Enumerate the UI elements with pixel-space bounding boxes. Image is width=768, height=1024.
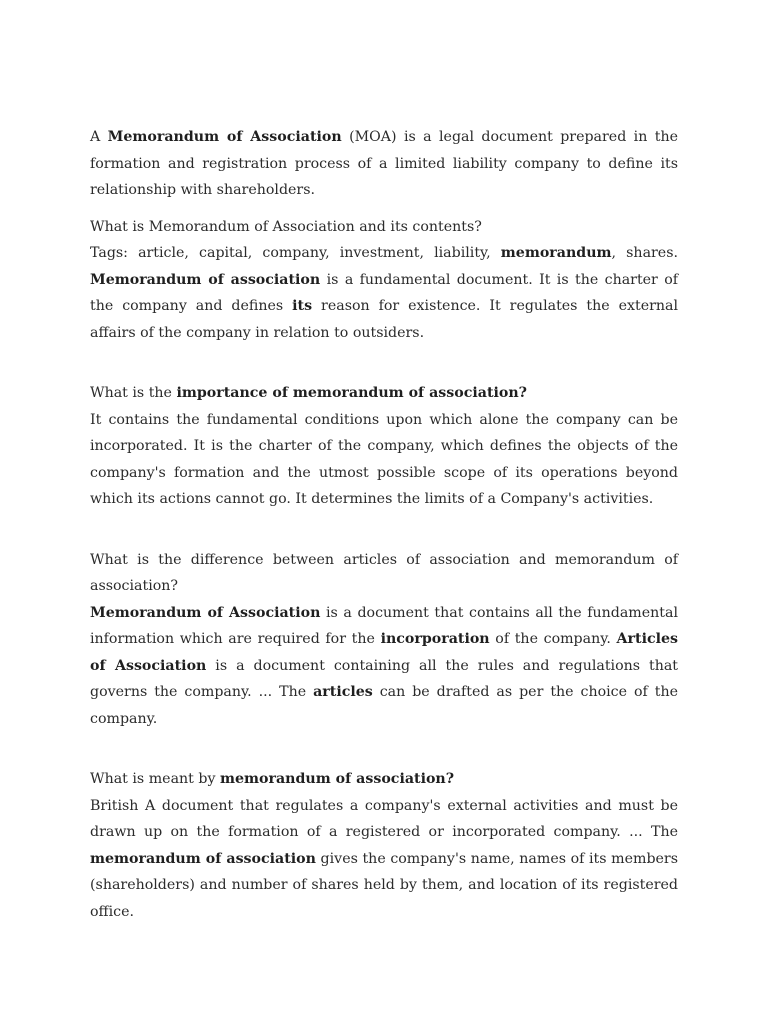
section3-answer xyxy=(90,600,678,733)
tags-text: Tags: article, capital, company, investment, liability, xyxy=(90,245,501,261)
intro-bold-term: Memorandum of Association xyxy=(107,129,342,145)
intro-text-1: A xyxy=(90,129,108,145)
section2-q-bold: importance of memorandum of association? xyxy=(176,385,527,401)
section4-q-bold: memorandum of association? xyxy=(219,771,455,787)
section3-question-text: What is the difference between articles of association and memorandum of association? xyxy=(90,551,678,594)
section1-bold-2: its xyxy=(292,298,313,314)
section3-bold-2: incorporation xyxy=(380,631,490,647)
section4-question xyxy=(90,766,678,793)
section3-text-1: is a document that contains all the fundamental information which are required for the xyxy=(90,604,678,647)
tags-bold: memorandum xyxy=(500,245,612,261)
section3-text-4: can be drafted as per the choice of the company. xyxy=(90,684,678,727)
section3-bold-3: Articles of Association xyxy=(90,631,678,674)
intro-paragraph xyxy=(90,124,678,204)
section3-bold-1: Memorandum of Association xyxy=(90,604,321,621)
section3-text-2: of the company. xyxy=(489,631,617,647)
section4-text-2: gives the company's name, names of its members (shareholders) and number of shares held by them, and location of its registered office. xyxy=(90,850,678,920)
section1-tags xyxy=(90,240,678,346)
section3-bold-4: articles xyxy=(313,684,373,700)
section4-bold-1: memorandum of association xyxy=(90,850,316,867)
section3-text-3: is a document containing all the rules and regulations that governs the company. ... The xyxy=(90,657,678,700)
section1-bold-1: Memorandum of association xyxy=(90,271,321,288)
tags-end: , shares. xyxy=(611,245,678,261)
section1-text-2: reason for existence. It regulates the external affairs of the company in relation to outsiders. xyxy=(90,298,679,341)
section3-question xyxy=(90,547,678,600)
section1-question-text: What is Memorandum of Association and its contents? xyxy=(90,218,482,235)
section2-answer: It contains the fundamental conditions upon which alone the company can be incorporated. It is the charter of the company, which defines the objects of the company's formation and the utmost possible scope of its operations beyond which its actions cannot go. It determines the limits of a Company's activities. xyxy=(90,411,678,507)
section2-question xyxy=(90,380,678,407)
section1-text-1: is a fundamental document. It is the charter of the company and defines xyxy=(90,271,679,314)
section4-q-text: What is meant by xyxy=(90,771,220,787)
section2-q-text: What is the xyxy=(90,385,177,401)
section4-answer xyxy=(90,793,678,926)
section1-question xyxy=(90,214,678,241)
section4-text-1: British A document that regulates a company's external activities and must be drawn up on the formation of a registered or incorporated company. ... The xyxy=(90,797,678,840)
intro-text-2: (MOA) is a legal document prepared in the formation and registration process of a limited liability company to define its relationship with shareholders. xyxy=(90,129,678,198)
document-body xyxy=(90,124,678,925)
